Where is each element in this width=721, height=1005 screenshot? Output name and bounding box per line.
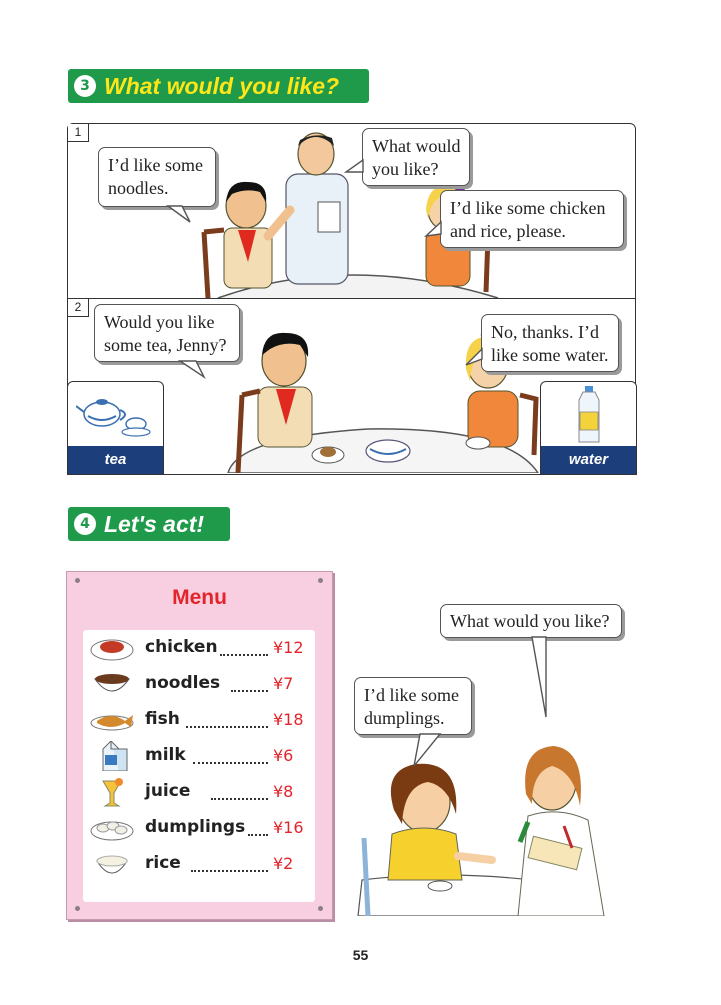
dumplings-plate-icon: [89, 813, 135, 843]
bubble-tail: [168, 206, 198, 226]
page-number: 55: [352, 947, 369, 963]
section-number: 4: [74, 513, 96, 535]
bubble-line: you like?: [372, 159, 439, 179]
bubble-line: I’d like some chicken: [450, 198, 606, 218]
pin-icon: [75, 906, 80, 911]
section-3-header: [68, 69, 369, 103]
ordering-scene-illustration: [352, 730, 642, 916]
panel-number: 2: [68, 299, 89, 317]
menu-item-name: rice: [145, 853, 181, 873]
bubble-tail: [426, 222, 446, 242]
speech-bubble-boy-noodles: [98, 147, 216, 207]
speech-bubble-girl-dumplings: [354, 677, 472, 735]
speech-bubble-girl-chicken: [440, 190, 624, 248]
dot-leader: [211, 784, 268, 800]
pin-icon: [318, 578, 323, 583]
pin-icon: [318, 906, 323, 911]
speech-bubble-girl-water: [481, 314, 619, 372]
menu-item: [83, 774, 315, 810]
bubble-tail: [526, 637, 556, 719]
bubble-line: Would you like: [104, 312, 215, 332]
comic-panel-1: [67, 123, 636, 299]
pin-icon: [75, 578, 80, 583]
bubble-line: like some water.: [491, 345, 609, 365]
dot-leader: [231, 676, 268, 692]
menu-card: [66, 571, 333, 920]
tea-picture-card: [67, 381, 164, 475]
section-title: Let's act!: [104, 510, 205, 537]
menu-item: [83, 666, 315, 702]
tea-label: tea: [68, 446, 163, 474]
chicken-plate-icon: [89, 633, 135, 663]
menu-item: [83, 630, 315, 666]
bubble-line: dumplings.: [364, 708, 445, 728]
menu-item-name: dumplings: [145, 817, 246, 837]
bubble-tail: [346, 160, 366, 180]
menu-item-price: ¥18: [273, 710, 304, 729]
comic-panel-2: [67, 298, 636, 475]
panel-number: 1: [68, 124, 89, 142]
bubble-tail: [180, 361, 210, 381]
bubble-line: What would: [372, 136, 461, 156]
dot-leader: [248, 820, 268, 836]
menu-item-name: milk: [145, 745, 186, 765]
menu-item-name: fish: [145, 709, 180, 729]
menu-item-price: ¥2: [273, 854, 294, 873]
bubble-line: and rice, please.: [450, 221, 566, 241]
dot-leader: [191, 856, 268, 872]
bubble-tail: [466, 349, 486, 369]
menu-item: [83, 738, 315, 774]
menu-list: [83, 630, 315, 902]
bubble-line: No, thanks. I’d: [491, 322, 599, 342]
menu-item-name: juice: [145, 781, 191, 801]
menu-item-price: ¥16: [273, 818, 304, 837]
speech-bubble-waitress: [440, 604, 622, 638]
menu-item-name: chicken: [145, 637, 218, 657]
milk-carton-icon: [89, 741, 135, 771]
bubble-line: I’d like some: [108, 155, 203, 175]
menu-title: Menu: [172, 586, 227, 609]
fish-icon: [89, 705, 135, 735]
juice-glass-icon: [89, 777, 135, 807]
water-picture-card: [540, 381, 637, 475]
dot-leader: [220, 640, 268, 656]
section-4-header: [68, 507, 230, 541]
rice-bowl-icon: [89, 849, 135, 879]
menu-item: [83, 846, 315, 882]
menu-item-price: ¥6: [273, 746, 294, 765]
section-number: 3: [74, 75, 96, 97]
menu-item: [83, 810, 315, 846]
bubble-tail: [410, 734, 450, 770]
bubble-line: noodles.: [108, 178, 169, 198]
dot-leader: [186, 712, 268, 728]
bubble-line: I’d like some: [364, 685, 459, 705]
water-label: water: [541, 446, 636, 474]
menu-item-price: ¥12: [273, 638, 304, 657]
speech-bubble-boy-tea: [94, 304, 240, 362]
menu-item-price: ¥8: [273, 782, 294, 801]
bubble-line: What would you like?: [450, 611, 610, 631]
speech-bubble-waiter: [362, 128, 470, 186]
dot-leader: [193, 748, 268, 764]
section-title: What would you like?: [104, 72, 340, 99]
bubble-line: some tea, Jenny?: [104, 335, 227, 355]
teapot-icon: [76, 388, 156, 440]
water-bottle-icon: [575, 386, 603, 444]
menu-item: [83, 702, 315, 738]
menu-item-price: ¥7: [273, 674, 294, 693]
menu-item-name: noodles: [145, 673, 221, 693]
noodles-bowl-icon: [89, 669, 135, 699]
